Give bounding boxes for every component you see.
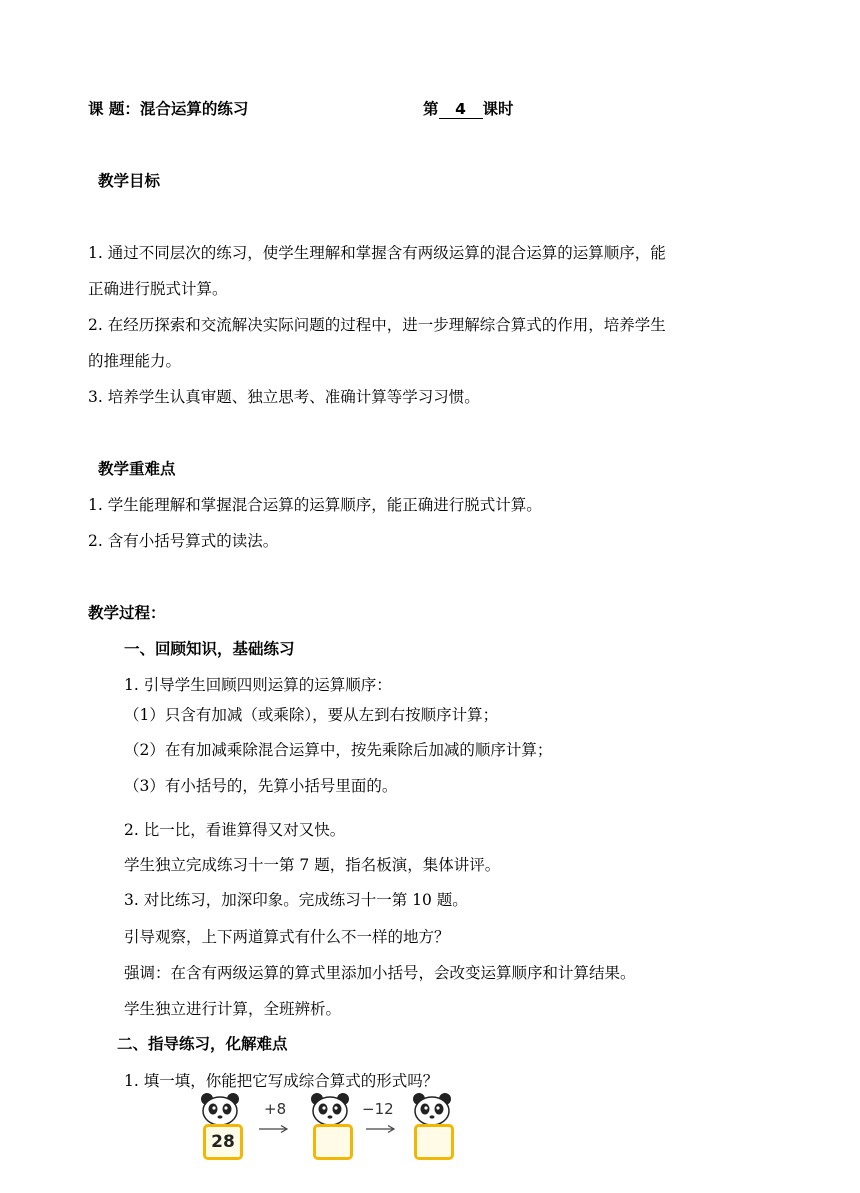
section2-heading: 二、指导练习，化解难点 (117, 1035, 288, 1053)
lesson-suffix: 课时 (482, 100, 514, 118)
objective-line: 2. 在经历探索和交流解决实际问题的过程中，进一步理解综合算式的作用，培养学生 (88, 316, 666, 334)
section2-line: 1. 填一填，你能把它写成综合算式的形式吗？ (124, 1072, 439, 1090)
objectives-title: 教学目标 (98, 172, 161, 190)
objective-line: 的推理能力。 (88, 352, 182, 370)
section1-line: （2）在有加减乘除混合运算中，按先乘除后加减的顺序计算； (124, 741, 553, 759)
key-point-line: 1. 学生能理解和掌握混合运算的运算顺序，能正确进行脱式计算。 (88, 496, 542, 514)
section1-line: （1）只含有加减（或乘除），要从左到右按顺序计算； (124, 706, 499, 724)
panda-icon (200, 1092, 240, 1126)
section1-line: 学生独立进行计算，全班辨析。 (124, 1000, 342, 1018)
op1-label: +8 (264, 1100, 287, 1118)
header-topic: 课 题：混合运算的练习 (88, 100, 249, 118)
lesson-prefix: 第 (423, 100, 439, 118)
objective-line: 1. 通过不同层次的练习，使学生理解和掌握含有两级运算的混合运算的运算顺序，能 (88, 244, 666, 262)
section1-line: 1. 引导学生回顾四则运算的运算顺序： (124, 676, 392, 694)
answer-box-2[interactable] (414, 1124, 454, 1160)
objective-line: 3. 培养学生认真审题、独立思考、准确计算等学习习惯。 (88, 388, 480, 406)
section1-line: 强调：在含有两级运算的算式里添加小括号，会改变运算顺序和计算结果。 (124, 964, 636, 982)
op2-label: −12 (362, 1100, 394, 1118)
answer-box-1[interactable] (313, 1124, 353, 1160)
section1-heading: 一、回顾知识，基础练习 (124, 640, 295, 658)
section1-line: 引导观察，上下两道算式有什么不一样的地方？ (124, 928, 450, 946)
panda-icon (310, 1092, 350, 1126)
key-points-title: 教学重难点 (98, 460, 176, 478)
panda-icon (412, 1092, 452, 1126)
section1-line: 3. 对比练习，加深印象。完成练习十一第 10 题。 (124, 891, 468, 909)
arrow-icon (366, 1124, 396, 1134)
section1-line: 2. 比一比，看谁算得又对又快。 (124, 821, 346, 839)
start-value-box: 28 (203, 1124, 243, 1160)
header-lesson (423, 97, 514, 119)
arrow-icon (259, 1124, 289, 1134)
section1-line: 学生独立完成练习十一第 7 题，指名板演，集体讲评。 (124, 856, 501, 874)
key-point-line: 2. 含有小括号算式的读法。 (88, 532, 279, 550)
objective-line: 正确进行脱式计算。 (88, 280, 228, 298)
process-title: 教学过程： (88, 604, 166, 622)
section1-line: （3）有小括号的，先算小括号里面的。 (124, 777, 398, 795)
lesson-number: 4 (439, 100, 483, 119)
